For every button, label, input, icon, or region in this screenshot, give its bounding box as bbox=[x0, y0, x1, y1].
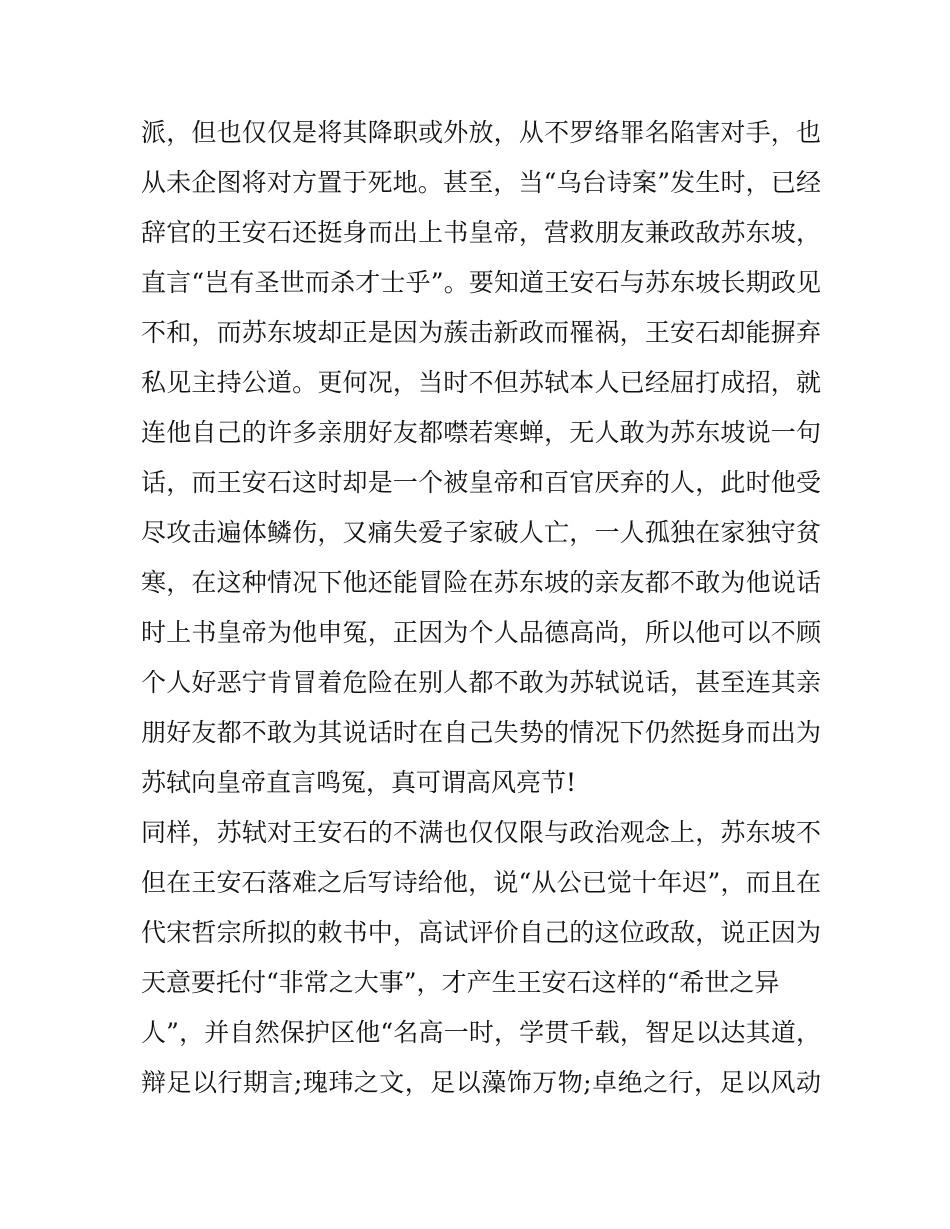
text-line: 天意要托付“非常之大事”，才产生王安石这样的“希世之异 bbox=[141, 968, 780, 997]
text-line: 辩足以行期言;瑰玮之文，足以藻饰万物;卓绝之行，足以风动 bbox=[141, 1068, 821, 1097]
document-body bbox=[141, 108, 821, 1108]
text-line: 从未企图将对方置于死地。甚至，当“乌台诗案”发生时，已经 bbox=[141, 168, 821, 197]
text-line: 不和，而苏东坡却正是因为蔟击新政而罹祸，王安石却能摒弃 bbox=[141, 318, 821, 347]
text-line: 辞官的王安石还挺身而出上书皇帝，营救朋友兼政敌苏东坡， bbox=[141, 218, 821, 247]
text-line: 苏轼向皇帝直言鸣冤，真可谓高风亮节! bbox=[141, 768, 577, 797]
text-line: 人”，并自然保护区他“名高一时，学贯千载，智足以达其道， bbox=[141, 1018, 821, 1047]
text-line: 寒，在这种情况下他还能冒险在苏东坡的亲友都不敢为他说话 bbox=[141, 568, 821, 597]
text-line: 代宋哲宗所拟的敕书中，高试评价自己的这位政敌，说正因为 bbox=[141, 918, 821, 947]
text-line: 但在王安石落难之后写诗给他，说“从公已觉十年迟”，而且在 bbox=[141, 868, 821, 897]
text-line: 尽攻击遍体鳞伤，又痛失爱子家破人亡，一人孤独在家独守贫 bbox=[141, 518, 821, 547]
text-line: 朋好友都不敢为其说话时在自己失势的情况下仍然挺身而出为 bbox=[141, 718, 821, 747]
text-line: 同样，苏轼对王安石的不满也仅仅限与政治观念上，苏东坡不 bbox=[141, 818, 821, 847]
text-line: 派，但也仅仅是将其降职或外放，从不罗络罪名陷害对手，也 bbox=[141, 118, 821, 147]
text-line: 个人好恶宁肯冒着危险在别人都不敢为苏轼说话，甚至连其亲 bbox=[141, 668, 821, 697]
text-line: 直言“岂有圣世而杀才士乎”。要知道王安石与苏东坡长期政见 bbox=[141, 268, 821, 297]
text-line: 私见主持公道。更何况，当时不但苏轼本人已经屈打成招，就 bbox=[141, 368, 821, 397]
text-line: 连他自己的许多亲朋好友都噤若寒蝉，无人敢为苏东坡说一句 bbox=[141, 418, 821, 447]
text-line: 时上书皇帝为他申冤，正因为个人品德高尚，所以他可以不顾 bbox=[141, 618, 821, 647]
text-line: 话，而王安石这时却是一个被皇帝和百官厌弃的人，此时他受 bbox=[141, 468, 821, 497]
